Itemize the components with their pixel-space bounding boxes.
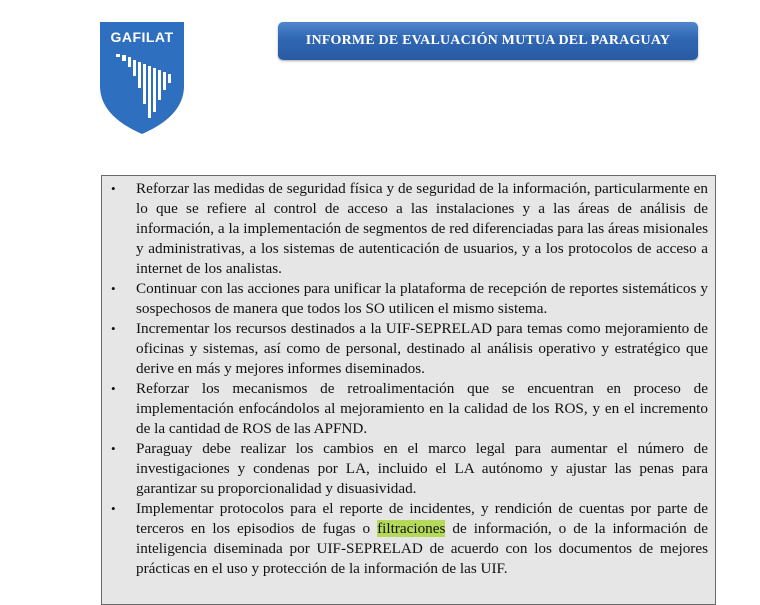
bullet-icon: • bbox=[111, 281, 116, 296]
highlighted-word: filtraciones bbox=[377, 520, 446, 537]
recommendations-list bbox=[102, 179, 715, 579]
report-title: INFORME DE EVALUACIÓN MUTUA DEL PARAGUAY bbox=[305, 33, 671, 48]
bullet-icon: • bbox=[111, 501, 116, 516]
recommendation-text: Continuar con las acciones para unificar la plataforma de recepción de reportes sistemáticos y sospechosos de manera que todos los SO utilicen el mismo sistema. bbox=[136, 280, 708, 317]
list-item bbox=[102, 439, 715, 499]
recommendation-text-start: Implementar protocolos para el reporte de incidentes, y rendición de cuentas por parte de terceros en los episodios de fugas o bbox=[136, 500, 708, 537]
list-item bbox=[102, 379, 715, 439]
recommendation-text: Paraguay debe realizar los cambios en el marco legal para aumentar el número de investigaciones y condenas por LA, incluido el LA autónomo y ajustar las penas para garantizar su proporcionalidad y disuasividad. bbox=[136, 440, 708, 497]
recommendation-text: Incrementar los recursos destinados a la UIF-SEPRELAD para temas como mejoramiento de oficinas y sistemas, así como de personal, destinado al análisis operativo y estratégico que derive en más y mejores informes diseminados. bbox=[136, 320, 708, 377]
list-item bbox=[102, 179, 715, 279]
recommendation-text: Reforzar las medidas de seguridad física y de seguridad de la información, particularmente en lo que se refiere al control de acceso a las instalaciones y a las áreas de análisis de información, a la implementación de segmentos de red diferenciadas para las áreas misionales y administrativas, a los sistemas de autenticación de usuarios, y a los protocolos de acceso a internet de los analistas. bbox=[136, 180, 708, 277]
bullet-icon: • bbox=[111, 381, 116, 396]
list-item bbox=[102, 499, 715, 579]
bullet-icon: • bbox=[111, 441, 116, 456]
report-header-banner bbox=[278, 22, 698, 60]
list-item bbox=[102, 319, 715, 379]
recommendation-text-end: de información, o de la información de inteligencia diseminada por UIF-SEPRELAD de acuerdo con los documentos de mejores prácticas en el uso y protección de la información de las UIF. bbox=[136, 520, 708, 577]
bullet-icon: • bbox=[111, 181, 116, 196]
gafilat-logo bbox=[100, 22, 184, 134]
recommendations-box bbox=[101, 175, 716, 605]
recommendation-text: Reforzar los mecanismos de retroalimentación que se encuentran en proceso de implementación enfocándolos al mejoramiento en la calidad de los ROS, y en el incremento de la cantidad de ROS de las APFND. bbox=[136, 380, 708, 437]
list-item bbox=[102, 279, 715, 319]
logo-text: GAFILAT bbox=[110, 29, 174, 45]
bullet-icon: • bbox=[111, 321, 116, 336]
